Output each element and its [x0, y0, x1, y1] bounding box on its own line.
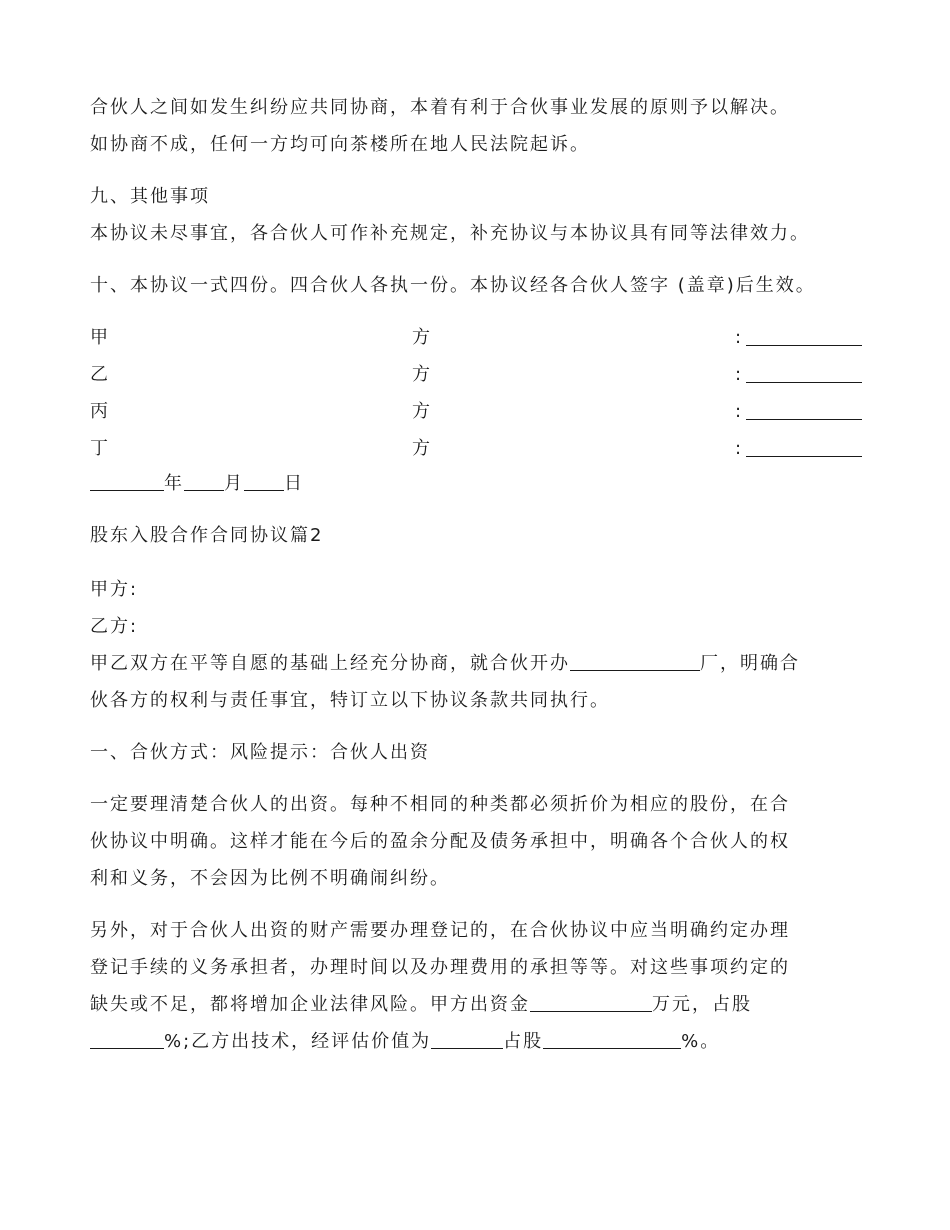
capital-amount-blank [530, 993, 652, 1012]
signature-blank [746, 456, 862, 457]
paragraph-line: 利和义务，不会因为比例不明确闹纠纷。 [90, 868, 450, 889]
month-blank [184, 472, 224, 491]
signature-blank [746, 419, 862, 420]
section-heading: 九、其他事项 [90, 186, 210, 207]
paragraph-line: 登记手续的义务承担者，办理时间以及办理费用的承担等等。对这些事项约定的 [90, 957, 790, 978]
paragraph-line: 伙各方的权利与责任事宜，特订立以下协议条款共同执行。 [90, 690, 610, 711]
date-line [90, 472, 304, 496]
party-label: 甲 [90, 327, 110, 348]
paragraph-line: 一定要理清楚合伙人的出资。每种不相同的种类都必须折价为相应的股份，在合 [90, 794, 790, 815]
paragraph-text: 万元，占股 [652, 994, 752, 1015]
signature-blank [746, 382, 862, 383]
article-title: 股东入股合作合同协议篇2 [90, 525, 324, 546]
signature-colon: : [735, 364, 742, 385]
party-label: 丁 [90, 438, 110, 459]
year-label: 年 [164, 473, 184, 494]
paragraph-text: 缺失或不足，都将增加企业法律风险。甲方出资金 [90, 994, 530, 1015]
signature-row-jia [90, 326, 862, 350]
year-blank [90, 472, 164, 491]
party-fang-label: 方 [412, 364, 432, 385]
party-b-line: 乙方: [90, 616, 139, 637]
paragraph-line: 如协商不成，任何一方均可向茶楼所在地人民法院起诉。 [90, 134, 590, 155]
paragraph-text: %。 [681, 1031, 721, 1052]
signature-colon: : [735, 438, 742, 459]
signature-colon: : [735, 401, 742, 422]
section-heading: 十、本协议一式四份。四合伙人各执一份。本协议经各合伙人签字 (盖章)后生效。 [90, 275, 816, 296]
party-label: 丙 [90, 401, 110, 422]
paragraph-line: 合伙人之间如发生纠纷应共同协商，本着有利于合伙事业发展的原则予以解决。 [90, 97, 790, 118]
paragraph-line: 另外，对于合伙人出资的财产需要办理登记的，在合伙协议中应当明确约定办理 [90, 920, 790, 941]
month-label: 月 [224, 473, 244, 494]
intro-text: 甲乙双方在平等自愿的基础上经充分协商，就合伙开办 [90, 653, 570, 674]
party-fang-label: 方 [412, 438, 432, 459]
factory-name-blank [570, 652, 700, 671]
paragraph-line [90, 652, 800, 676]
paragraph-line: 伙协议中明确。这样才能在今后的盈余分配及债务承担中，明确各个合伙人的权 [90, 831, 790, 852]
tech-share-blank [543, 1030, 681, 1049]
paragraph-line [90, 1030, 720, 1054]
party-label: 乙 [90, 364, 110, 385]
paragraph-text: %;乙方出技术，经评估价值为 [164, 1031, 432, 1052]
day-label: 日 [284, 473, 304, 494]
section-heading: 一、合伙方式：风险提示：合伙人出资 [90, 742, 430, 763]
paragraph-line [90, 993, 752, 1017]
intro-text: 厂，明确合 [700, 653, 800, 674]
share-percent-blank [90, 1030, 164, 1049]
signature-blank [746, 345, 862, 346]
valuation-blank [431, 1030, 503, 1049]
day-blank [244, 472, 284, 491]
signature-row-yi [90, 363, 862, 387]
signature-colon: : [735, 327, 742, 348]
party-fang-label: 方 [412, 327, 432, 348]
signature-row-ding [90, 437, 862, 461]
paragraph-text: 占股 [503, 1031, 544, 1052]
party-a-line: 甲方: [90, 579, 139, 600]
paragraph-line: 本协议未尽事宜，各合伙人可作补充规定，补充协议与本协议具有同等法律效力。 [90, 223, 810, 244]
party-fang-label: 方 [412, 401, 432, 422]
signature-row-bing [90, 400, 862, 424]
